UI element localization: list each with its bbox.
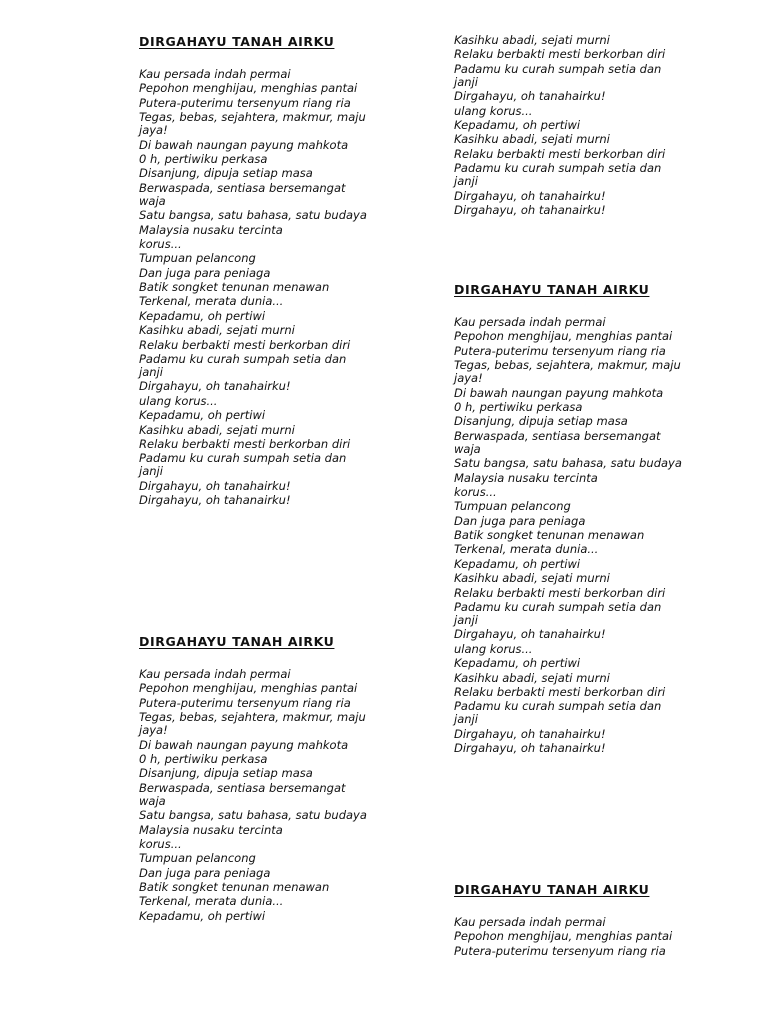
lyric-line: Relaku berbakti mesti berkorban diri <box>454 47 666 62</box>
lyric-line: Kepadamu, oh pertiwi <box>454 656 581 671</box>
lyric-line: Di bawah naungan payung mahkota <box>139 737 349 752</box>
lyric-line: korus... <box>454 484 497 499</box>
lyric-line: Putera-puterimu tersenyum riang ria <box>454 943 666 958</box>
song-title: DIRGAHAYU TANAH AIRKU <box>139 634 335 649</box>
lyric-line: Dirgahayu, oh tanahairku! <box>454 89 606 104</box>
lyric-line: Pepohon menghijau, menghias pantai <box>454 329 673 344</box>
lyric-line: Relaku berbakti mesti berkorban diri <box>454 146 666 161</box>
lyric-line: Dirgahayu, oh tahanairku! <box>454 741 606 756</box>
lyric-line: Kasihku abadi, sejati murni <box>454 670 610 685</box>
lyric-line: Satu bangsa, satu bahasa, satu budaya <box>454 456 682 471</box>
lyric-line: Padamu ku curah sumpah setia dan janji <box>454 600 662 628</box>
lyric-line: Malaysia nusaku tercinta <box>139 222 283 237</box>
lyric-line: Tegas, bebas, sejahtera, makmur, maju jaya! <box>139 710 366 738</box>
lyric-line: korus... <box>139 836 182 851</box>
lyric-line: Pepohon menghijau, menghias pantai <box>454 929 673 944</box>
lyric-line: Kepadamu, oh pertiwi <box>139 408 266 423</box>
lyric-line: Kepadamu, oh pertiwi <box>139 908 266 923</box>
lyric-line: Batik songket tenunan menawan <box>139 880 330 895</box>
lyric-line: Relaku berbakti mesti berkorban diri <box>454 585 666 600</box>
lyric-line: Pepohon menghijau, menghias pantai <box>139 81 358 96</box>
lyric-line: Padamu ku curah sumpah setia dan janji <box>454 161 662 189</box>
lyric-line: Relaku berbakti mesti berkorban diri <box>139 337 351 352</box>
lyric-line: Tumpuan pelancong <box>139 851 256 866</box>
lyric-line: 0 h, pertiwiku perkasa <box>139 151 268 166</box>
lyric-line: Terkenal, merata dunia... <box>139 894 284 909</box>
lyric-line: Putera-puterimu tersenyum riang ria <box>139 695 351 710</box>
lyric-line: Dirgahayu, oh tanahairku! <box>139 478 291 493</box>
lyric-line: Tegas, bebas, sejahtera, makmur, maju jaya! <box>139 110 366 138</box>
lyric-line: Kasihku abadi, sejati murni <box>454 571 610 586</box>
lyric-line: Dirgahayu, oh tanahairku! <box>454 188 606 203</box>
lyrics-block <box>454 916 684 959</box>
lyric-line: Dan juga para peniaga <box>454 513 586 528</box>
lyric-line: Kau persada indah permai <box>139 667 291 681</box>
lyric-line: Kasihku abadi, sejati murni <box>454 33 610 47</box>
lyric-line: Berwaspada, sentiasa bersemangat waja <box>454 428 661 456</box>
lyric-line: Relaku berbakti mesti berkorban diri <box>139 436 351 451</box>
lyrics-block <box>139 668 369 924</box>
lyric-line: Kasihku abadi, sejati murni <box>139 422 295 437</box>
lyric-line: Kepadamu, oh pertiwi <box>139 308 266 323</box>
lyric-line: Dan juga para peniaga <box>139 265 271 280</box>
lyric-line: 0 h, pertiwiku perkasa <box>139 751 268 766</box>
lyric-line: ulang korus... <box>454 103 533 118</box>
lyric-line: Dan juga para peniaga <box>139 865 271 880</box>
lyric-line: Kasihku abadi, sejati murni <box>139 323 295 338</box>
lyric-line: Batik songket tenunan menawan <box>139 280 330 295</box>
lyric-line: Kasihku abadi, sejati murni <box>454 132 610 147</box>
lyric-line: Putera-puterimu tersenyum riang ria <box>139 95 351 110</box>
song-title: DIRGAHAYU TANAH AIRKU <box>454 882 650 897</box>
lyric-line: Dirgahayu, oh tanahairku! <box>139 379 291 394</box>
lyric-line: ulang korus... <box>139 393 218 408</box>
lyric-line: Disanjung, dipuja setiap masa <box>454 414 628 429</box>
lyric-line: Terkenal, merata dunia... <box>139 294 284 309</box>
lyric-line: ulang korus... <box>454 641 533 656</box>
lyrics-block <box>454 316 684 757</box>
lyric-line: Kau persada indah permai <box>454 315 606 329</box>
lyric-line: Kau persada indah permai <box>454 915 606 929</box>
lyric-line: Dirgahayu, oh tanahairku! <box>454 726 606 741</box>
lyric-line: Tumpuan pelancong <box>454 499 571 514</box>
lyric-line: Padamu ku curah sumpah setia dan janji <box>139 451 347 479</box>
song-title: DIRGAHAYU TANAH AIRKU <box>139 34 335 49</box>
lyric-line: Relaku berbakti mesti berkorban diri <box>454 684 666 699</box>
lyric-line: Kepadamu, oh pertiwi <box>454 556 581 571</box>
lyric-line: Berwaspada, sentiasa bersemangat waja <box>139 180 346 208</box>
lyric-line: Satu bangsa, satu bahasa, satu budaya <box>139 208 367 223</box>
lyric-line: Malaysia nusaku tercinta <box>139 822 283 837</box>
lyric-line: Dirgahayu, oh tahanairku! <box>139 493 291 508</box>
lyric-line: Kepadamu, oh pertiwi <box>454 117 581 132</box>
lyrics-block <box>454 34 684 218</box>
lyric-line: Dirgahayu, oh tanahairku! <box>454 627 606 642</box>
lyric-line: Batik songket tenunan menawan <box>454 528 645 543</box>
lyric-line: Kau persada indah permai <box>139 67 291 81</box>
lyric-line: 0 h, pertiwiku perkasa <box>454 399 583 414</box>
lyric-line: Tumpuan pelancong <box>139 251 256 266</box>
lyric-line: Padamu ku curah sumpah setia dan janji <box>454 699 662 727</box>
lyric-line: Malaysia nusaku tercinta <box>454 470 598 485</box>
lyric-line: Disanjung, dipuja setiap masa <box>139 766 313 781</box>
lyric-line: Putera-puterimu tersenyum riang ria <box>454 343 666 358</box>
lyric-line: korus... <box>139 236 182 251</box>
lyric-line: Pepohon menghijau, menghias pantai <box>139 681 358 696</box>
lyrics-block <box>139 68 369 509</box>
lyric-line: Berwaspada, sentiasa bersemangat waja <box>139 780 346 808</box>
lyric-line: Padamu ku curah sumpah setia dan janji <box>139 352 347 380</box>
lyric-line: Terkenal, merata dunia... <box>454 542 599 557</box>
song-title: DIRGAHAYU TANAH AIRKU <box>454 282 650 297</box>
lyric-line: Disanjung, dipuja setiap masa <box>139 166 313 181</box>
lyric-line: Padamu ku curah sumpah setia dan janji <box>454 61 662 89</box>
lyric-line: Tegas, bebas, sejahtera, makmur, maju jaya! <box>454 358 681 386</box>
lyric-line: Di bawah naungan payung mahkota <box>454 385 664 400</box>
lyric-line: Dirgahayu, oh tahanairku! <box>454 202 606 217</box>
lyric-line: Di bawah naungan payung mahkota <box>139 137 349 152</box>
lyric-line: Satu bangsa, satu bahasa, satu budaya <box>139 808 367 823</box>
